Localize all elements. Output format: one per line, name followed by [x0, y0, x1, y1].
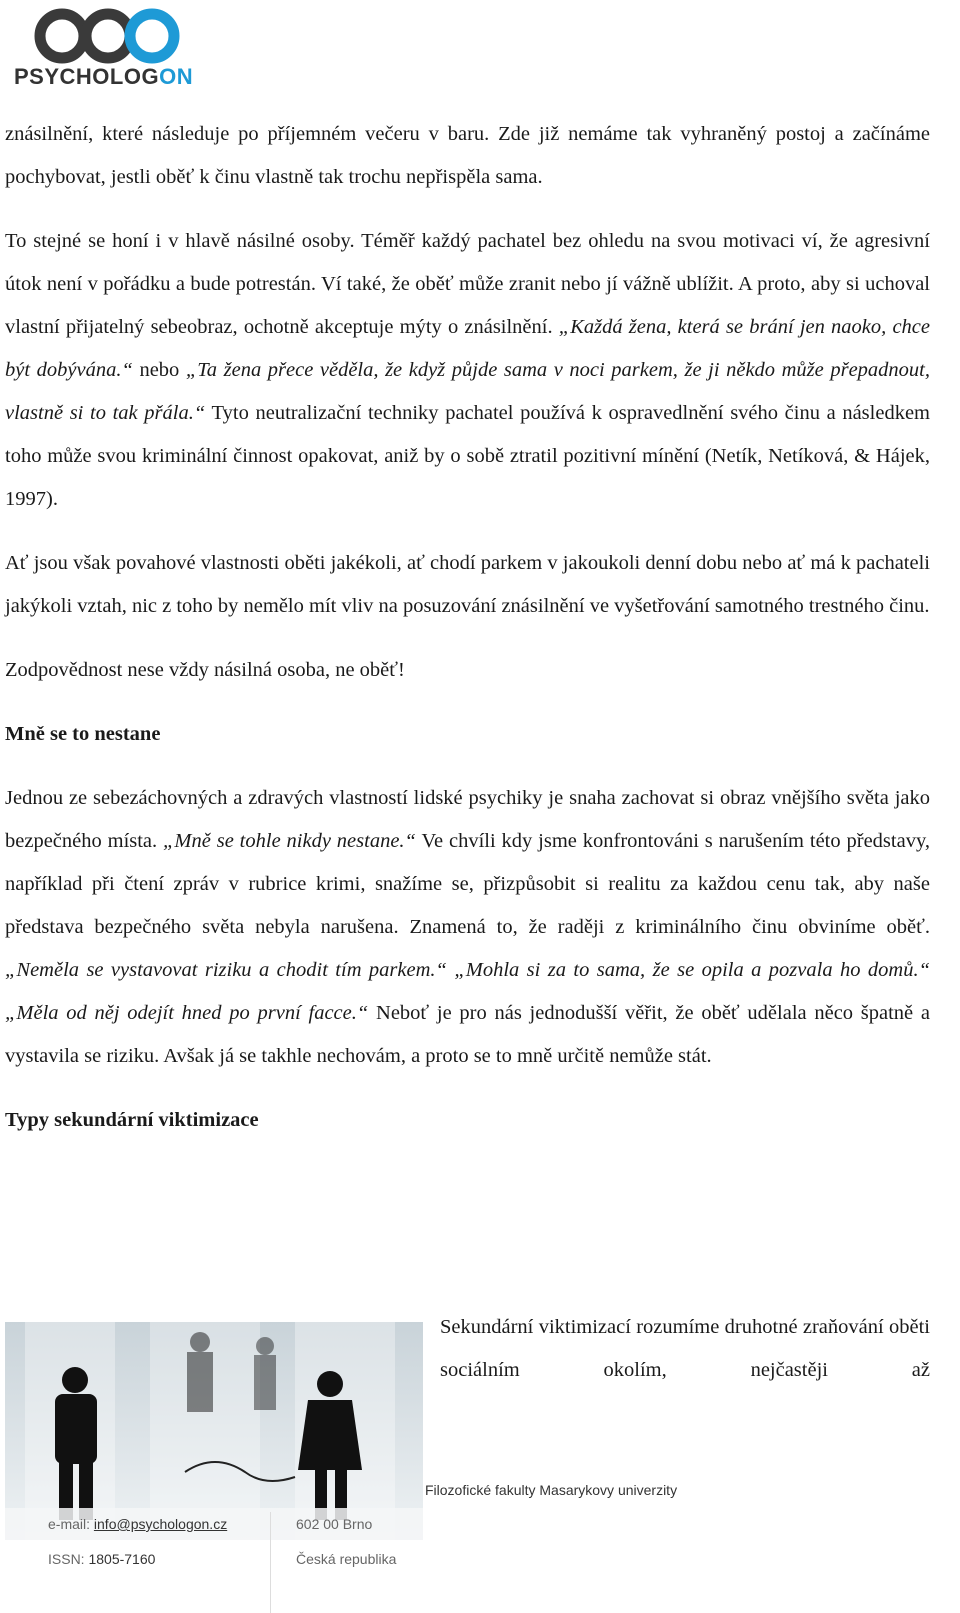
- quote: „Každá žena, která se brání jen naoko, chce být dobývána.“: [5, 316, 930, 381]
- quote: „Mně se tohle nikdy nestane.“: [163, 830, 416, 852]
- footer-country: Česká republika: [296, 1551, 397, 1567]
- quote: „Neměla se vystavovat riziku a chodit tím parkem.“ „Mohla si za to sama, že se opila a pozvala ho domů.“ „Měla od něj odejít hned po první facce.“: [5, 959, 930, 1024]
- paragraph-4: Zodpovědnost nese vždy násilná osoba, ne oběť!: [5, 659, 405, 681]
- logo-rings-icon: [14, 8, 184, 68]
- footer-institution: Filozofické fakulty Masarykovy univerzity: [425, 1482, 678, 1498]
- paragraph-3: Ať jsou však povahové vlastnosti oběti jakékoli, ať chodí parkem v jakoukoli denní dobu nebo ať má k pachateli jakýkoli vztah, nic z toho by nemělo mít vliv na posuzování znásilnění ve vyšetřování samotného trestného činu.: [5, 552, 930, 617]
- paragraph-2: To stejné se honí i v hlavě násilné osoby. Téměř každý pachatel bez ohledu na svou motivaci ví, že agresivní útok není v pořádku a bude potrestán. Ví také, že oběť může zranit nebo jí vážně ublížit. A proto, aby si uchoval vlastní přijatelný sebeobraz, ochotně akceptuje mýty o znásilnění. „Každá žena, která se brání jen naoko, chce být dobývána.“ nebo „Ta žena přece věděla, že když půjde sama v noci parkem, že ji někdo může přepadnout, vlastně si to tak přála.“ Tyto neutralizační techniky pachatel používá k ospravedlnění svého činu a následkem toho může svou kriminální činnost opakovat, aniž by o sobě ztratil pozitivní mínění (Netík, Netíková, & Hájek, 1997).: [5, 230, 931, 510]
- footer-email: e-mail: info@psychologon.cz: [48, 1516, 228, 1532]
- footer-divider: [270, 1512, 271, 1613]
- email-link[interactable]: info@psychologon.cz: [93, 1516, 228, 1532]
- section-heading: Typy sekundární viktimizace: [5, 1109, 259, 1131]
- paragraph-1: znásilnění, které následuje po příjemném večeru v baru. Zde již nemáme tak vyhraněný postoj a začínáme pochybovat, jestli oběť k činu vlastně tak trochu nepřispěla sama.: [5, 123, 930, 188]
- footer-issn: ISSN: 1805-7160: [48, 1551, 156, 1567]
- footer-city: 602 00 Brno: [296, 1516, 373, 1532]
- paragraph-6: Sekundární viktimizací rozumíme druhotné zraňování oběti sociálním okolím, nejčastěji až: [440, 1316, 930, 1381]
- section-heading: Mně se to nestane: [5, 723, 161, 745]
- logo-wordmark: PSYCHOLOGON: [14, 64, 194, 89]
- quote: „Ta žena přece věděla, že když půjde sama v noci parkem, že ji někdo může přepadnout, vlastně si to tak přála.“: [5, 359, 930, 424]
- psychologon-logo[interactable]: [14, 8, 214, 90]
- article-body: [5, 113, 930, 1142]
- page-footer: [0, 1472, 960, 1613]
- paragraph-5: Jednou ze sebezáchovných a zdravých vlastností lidské psychiky je snaha zachovat si obraz vnějšího světa jako bezpečného místa. „Mně se tohle nikdy nestane.“ Ve chvíli kdy jsme konfrontováni s narušením této představy, například při čtení zpráv v rubrice krimi, snažíme se, přizpůsobit si realitu za každou cenu tak, aby naše představa bezpečného světa nebyla narušena. Znamená to, že raději z kriminálního činu obviníme oběť. „Neměla se vystavovat riziku a chodit tím parkem.“ „Mohla si za to sama, že se opila a pozvala ho domů.“ „Měla od něj odejít hned po první facce.“ Neboť je pro nás jednodušší věřit, že oběť udělala něco špatně a vystavila se riziku. Avšak já se takhle nechovám, a proto se to mně určitě nemůže stát.: [5, 787, 930, 1067]
